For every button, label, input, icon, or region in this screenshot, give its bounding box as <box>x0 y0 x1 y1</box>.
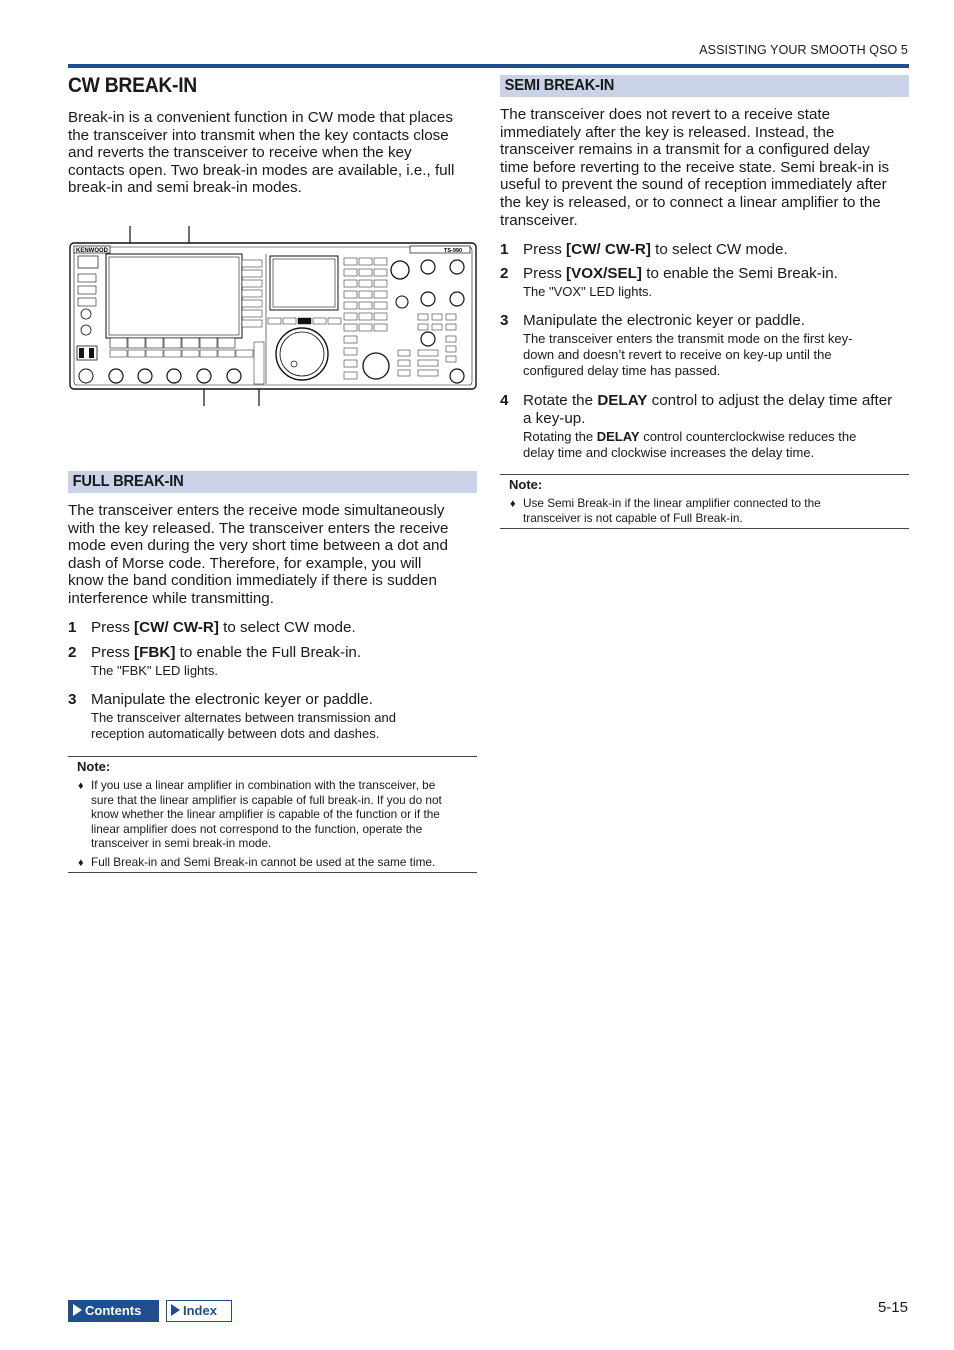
step-number: 3 <box>68 691 77 708</box>
key-label: [CW/ CW-R] <box>134 619 219 636</box>
brand-label: KENWOOD <box>76 248 108 254</box>
body-line: useful to prevent the sound of reception immediately after <box>500 176 887 194</box>
step-text: Rotate the DELAY control to adjust the delay time after a key-up. <box>523 392 893 427</box>
key-label: [VOX/SEL] <box>566 265 642 282</box>
model-label: TS-990 <box>444 248 463 254</box>
body-line: transceiver remains in a transmit for a configured delay <box>500 141 870 159</box>
body-line: The transceiver enters the receive mode simultaneously <box>68 502 445 519</box>
body-line: know the band condition immediately if there is sudden <box>68 572 437 590</box>
header-rule <box>68 64 909 68</box>
diamond-bullet-icon: ♦ <box>78 857 84 869</box>
page-number: 5-15 <box>877 1299 908 1316</box>
step-text: Press [CW/ CW-R] to select CW mode. <box>523 241 788 258</box>
body-line: immediately after the key is released. Instead, the <box>500 123 835 141</box>
full-break-in-description <box>68 502 478 608</box>
semi-break-in-description <box>500 106 910 229</box>
body-line: The transceiver does not revert to a receive state <box>500 106 831 123</box>
full-step-3-detail: The transceiver alternates between transmission and reception automatically between dots and dashes. <box>91 710 396 741</box>
key-label: [CW/ CW-R] <box>566 241 651 258</box>
index-button[interactable] <box>166 1300 232 1322</box>
step-text: Press [VOX/SEL] to enable the Semi Break-in. <box>523 265 838 282</box>
semi-break-in-note: Note: ♦ Use Semi Break-in if the linear amplifier connected to the transceiver is not capable of Full Break-in. <box>500 474 909 529</box>
step-number: 1 <box>68 619 77 636</box>
control-label: DELAY <box>597 392 648 409</box>
page-title: CW BREAK-IN <box>68 74 197 97</box>
step-text: Manipulate the electronic keyer or paddle. <box>91 691 373 708</box>
key-label: [FBK] <box>134 644 176 661</box>
step-text: Press [CW/ CW-R] to select CW mode. <box>91 619 356 636</box>
body-line: mode even during the very short time between a dot and <box>68 537 448 555</box>
intro-line: the transceiver into transmit when the key contacts close <box>68 126 449 144</box>
step-number: 2 <box>500 265 509 282</box>
step-text: Manipulate the electronic keyer or paddle. <box>523 312 805 329</box>
full-break-in-title: FULL BREAK-IN <box>72 473 184 490</box>
semi-break-in-title: SEMI BREAK-IN <box>504 77 615 94</box>
note-label: Note: <box>77 759 111 774</box>
step-number: 3 <box>500 312 509 329</box>
transceiver-front-panel-figure <box>68 226 478 408</box>
diamond-bullet-icon: ♦ <box>510 498 516 510</box>
body-line: interference while transmitting. <box>68 589 274 607</box>
semi-step-4-detail: Rotating the DELAY control counterclockwise reduces the delay time and clockwise increases the delay time. <box>523 429 857 460</box>
semi-step-3-detail: The transceiver enters the transmit mode on the first key- down and doesn’t revert to receive on key-up until the configured delay time has passed. <box>523 331 853 378</box>
note-label: Note: <box>509 477 543 492</box>
step-text: Press [FBK] to enable the Full Break-in. <box>91 644 362 661</box>
step-number: 1 <box>500 241 509 258</box>
diamond-bullet-icon: ♦ <box>78 780 84 792</box>
intro-paragraph <box>68 109 478 197</box>
intro-line: Break-in is a convenient function in CW mode that places <box>68 109 453 126</box>
full-break-in-heading <box>68 471 477 493</box>
body-line: time before reverting to the receive state. Semi break-in is <box>500 158 890 176</box>
running-header: ASSISTING YOUR SMOOTH QSO 5 <box>699 43 908 57</box>
step-number: 4 <box>500 392 509 409</box>
semi-step-2-detail: The "VOX" LED lights. <box>523 284 653 299</box>
intro-line: contacts open. Two break-in modes are available, i.e., full <box>68 161 455 179</box>
control-label: DELAY <box>596 429 640 444</box>
semi-break-in-heading <box>500 75 909 97</box>
contents-label: Contents <box>85 1303 142 1318</box>
body-line: transceiver. <box>500 211 578 229</box>
step-number: 2 <box>68 644 77 661</box>
body-line: dash of Morse code. Therefore, for example, you will <box>68 554 422 572</box>
body-line: the key is released, or to connect a linear amplifier to the <box>500 193 881 211</box>
index-label: Index <box>183 1303 217 1318</box>
body-line: with the key released. The transceiver enters the receive <box>68 519 449 537</box>
contents-button[interactable] <box>68 1300 159 1322</box>
play-arrow-icon <box>171 1304 180 1316</box>
intro-line: and reverts the transceiver to receive when the key <box>68 144 412 162</box>
play-arrow-icon <box>73 1304 82 1316</box>
full-step-2-detail: The "FBK" LED lights. <box>91 663 218 678</box>
intro-line: break-in and semi break-in modes. <box>68 179 302 197</box>
full-break-in-note: Note: ♦ If you use a linear amplifier in combination with the transceiver, be sure that the linear amplifier is capable of full break-in. If you do not know whether the linear amplifier is capable of the function or if the linear amplifier does not correspond to the function, operate the transceiver in semi break-in mode. ♦ Full Break-in and Semi Break-in cannot be used at the same time. <box>68 756 477 873</box>
